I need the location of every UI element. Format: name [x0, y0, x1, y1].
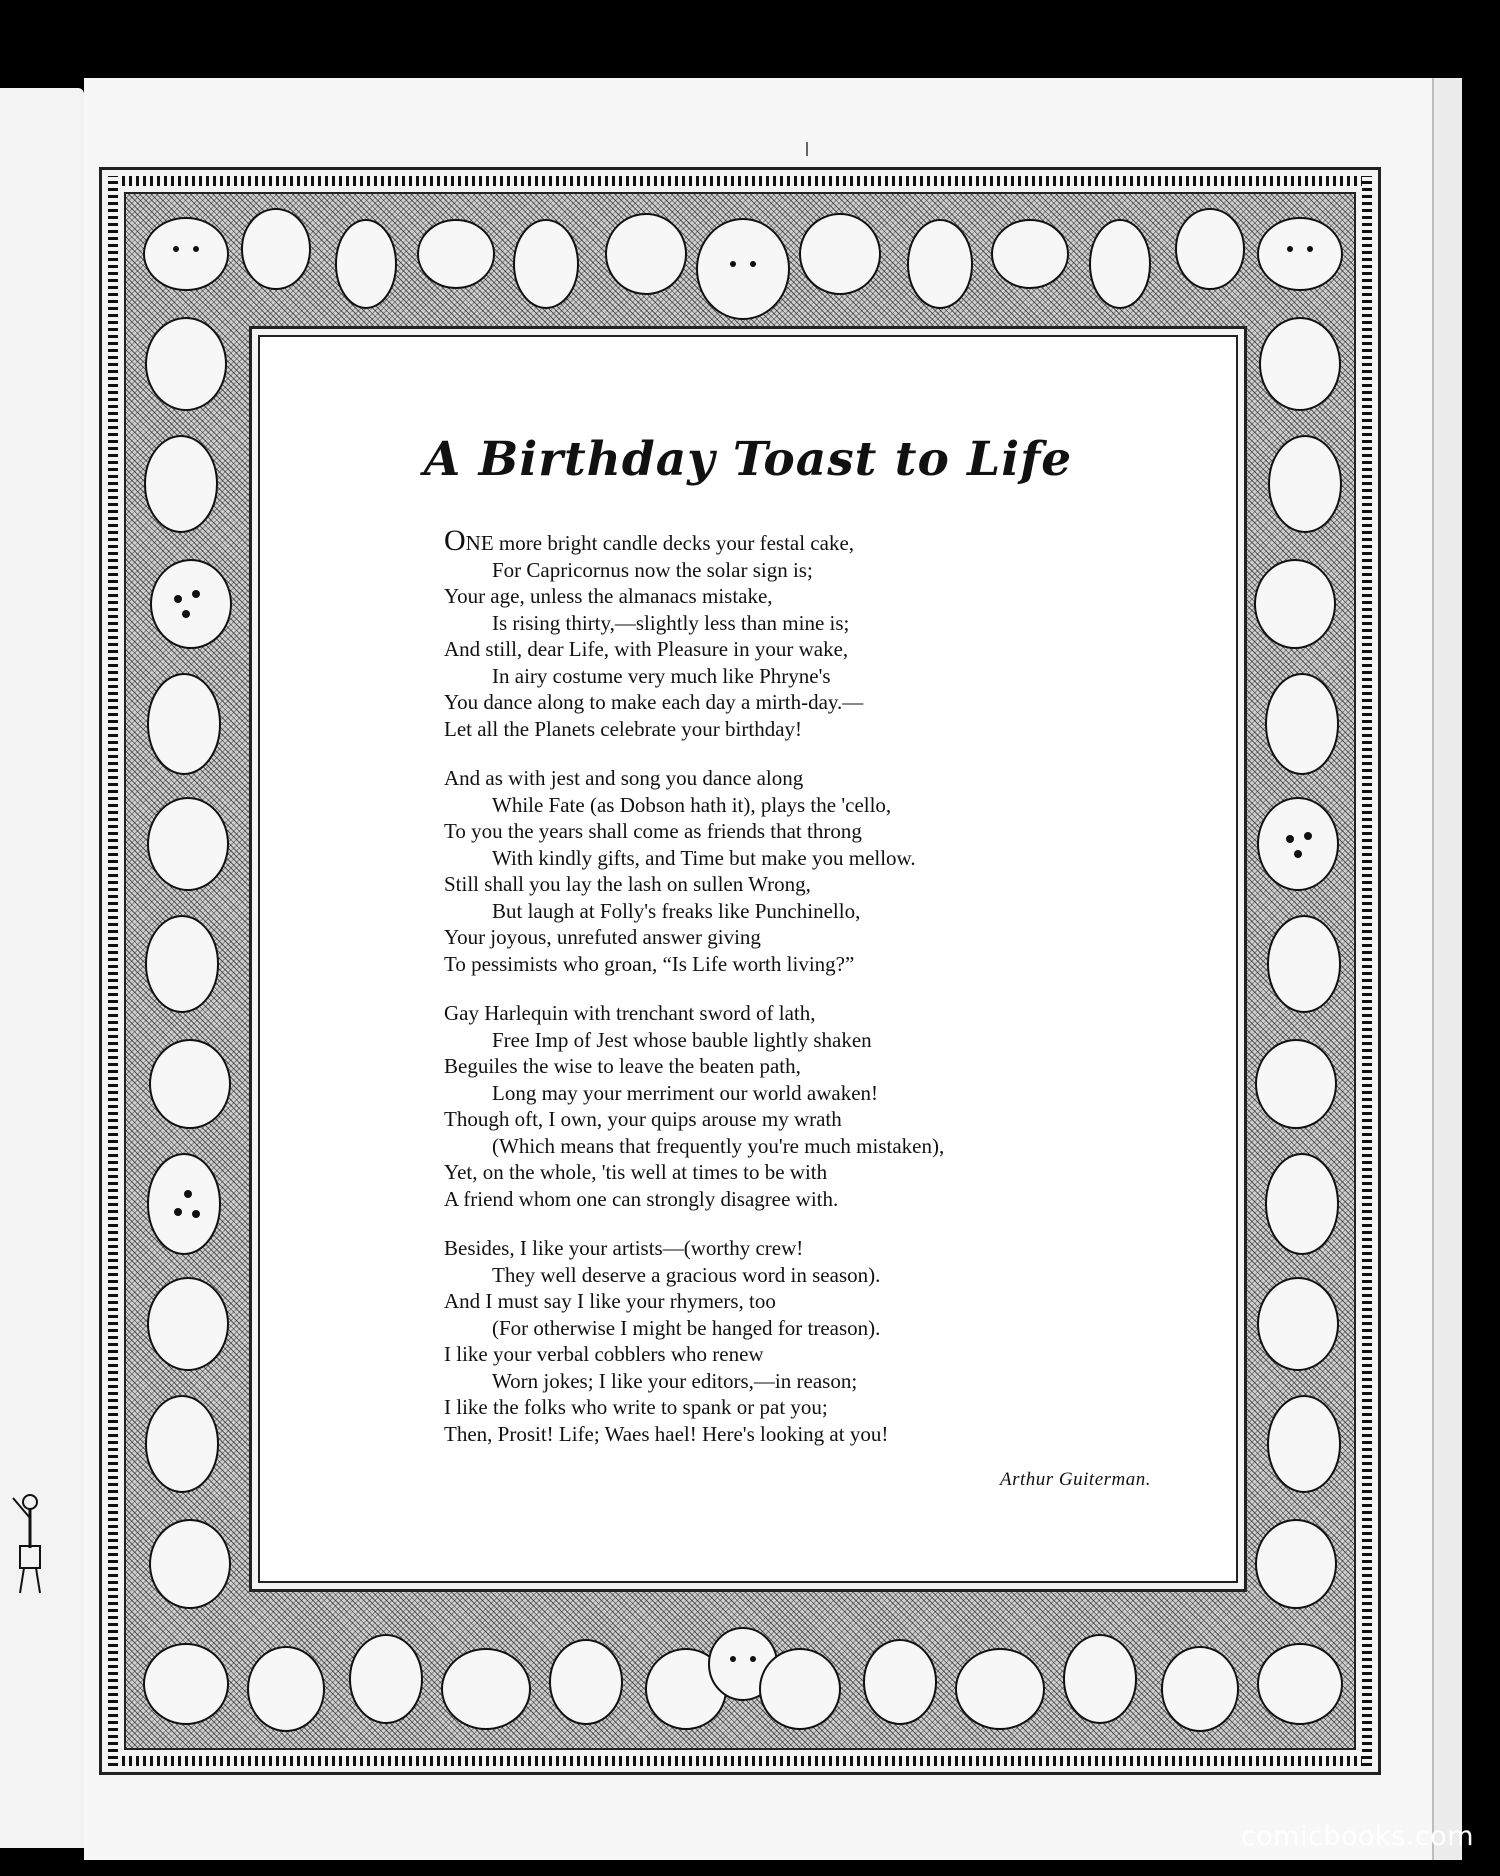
stanza-4 — [444, 1235, 1204, 1447]
poem-line: Your joyous, unrefuted answer giving — [444, 925, 761, 949]
poem-line: And still, dear Life, with Pleasure in your wake, — [444, 637, 849, 661]
poem-line: With kindly gifts, and Time but make you mellow. — [492, 845, 916, 870]
stanza-1 — [444, 524, 1204, 742]
poem-line: Yet, on the whole, 'tis well at times to be with — [444, 1160, 828, 1184]
poem-line: Though oft, I own, your quips arouse my wrath — [444, 1107, 842, 1131]
poem-line: While Fate (as Dobson hath it), plays the 'cello, — [492, 792, 892, 817]
poem-panel — [258, 335, 1238, 1583]
poem-line: Free Imp of Jest whose bauble lightly shaken — [492, 1027, 872, 1052]
drop-cap: O — [444, 524, 466, 557]
poem-line: Then, Prosit! Life; Waes hael! Here's looking at you! — [444, 1421, 889, 1446]
chain-border-top — [108, 176, 1372, 186]
poem-line: (Which means that frequently you're much mistaken), — [492, 1133, 945, 1158]
poem-line: Let all the Planets celebrate your birthday! — [444, 716, 803, 741]
stanza-2 — [444, 765, 1204, 977]
page-edge — [1432, 78, 1462, 1860]
poem-line: Gay Harlequin with trenchant sword of lath, — [444, 1001, 816, 1025]
author-signature: Arthur Guiterman. — [1000, 1469, 1151, 1490]
chain-border-right — [1362, 176, 1372, 1766]
poem-line: For Capricornus now the solar sign is; — [492, 557, 813, 582]
poem-line: They well deserve a gracious word in season). — [492, 1262, 881, 1287]
poem-line: And as with jest and song you dance along — [444, 766, 804, 790]
poem-line: Beguiles the wise to leave the beaten path, — [444, 1054, 801, 1078]
poem-line: Besides, I like your artists—(worthy crew! — [444, 1236, 804, 1260]
poem-line: To you the years shall come as friends that throng — [444, 819, 862, 843]
poem-line: And I must say I like your rhymers, too — [444, 1289, 776, 1313]
poem-line: To pessimists who groan, “Is Life worth living?” — [444, 951, 855, 976]
site-watermark: comicbooks.com — [1240, 1821, 1474, 1852]
poem-line: In airy costume very much like Phryne's — [492, 663, 831, 688]
poem-line: A friend whom one can strongly disagree with. — [444, 1186, 839, 1211]
poem-line: Your age, unless the almanacs mistake, — [444, 584, 773, 608]
poem-body — [444, 524, 1204, 1470]
poem-line: Worn jokes; I like your editors,—in reason; — [492, 1368, 858, 1393]
stanza-3 — [444, 1000, 1204, 1212]
poem-line: But laugh at Folly's freaks like Punchinello, — [492, 898, 861, 923]
poem-line: Still shall you lay the lash on sullen Wrong, — [444, 872, 811, 896]
poem-title: A Birthday Toast to Life — [423, 432, 1073, 487]
poem-line: Is rising thirty,—slightly less than mine is; — [492, 610, 850, 635]
poem-line: You dance along to make each day a mirth-day.— — [444, 690, 864, 714]
poem-line: I like your verbal cobblers who renew — [444, 1342, 764, 1366]
chain-border-bottom — [108, 1756, 1372, 1766]
poem-line: (For otherwise I might be hanged for treason). — [492, 1315, 881, 1340]
poem-line: Long may your merriment our world awaken! — [492, 1080, 879, 1105]
cartoon-figure-fragment — [8, 1488, 48, 1598]
poem-line: I like the folks who write to spank or pat you; — [444, 1395, 828, 1419]
chain-border-left — [108, 176, 118, 1766]
poem-line: ONE more bright candle decks your festal cake, — [444, 524, 855, 557]
page-mark — [806, 142, 808, 156]
left-page-edge — [0, 88, 84, 1848]
